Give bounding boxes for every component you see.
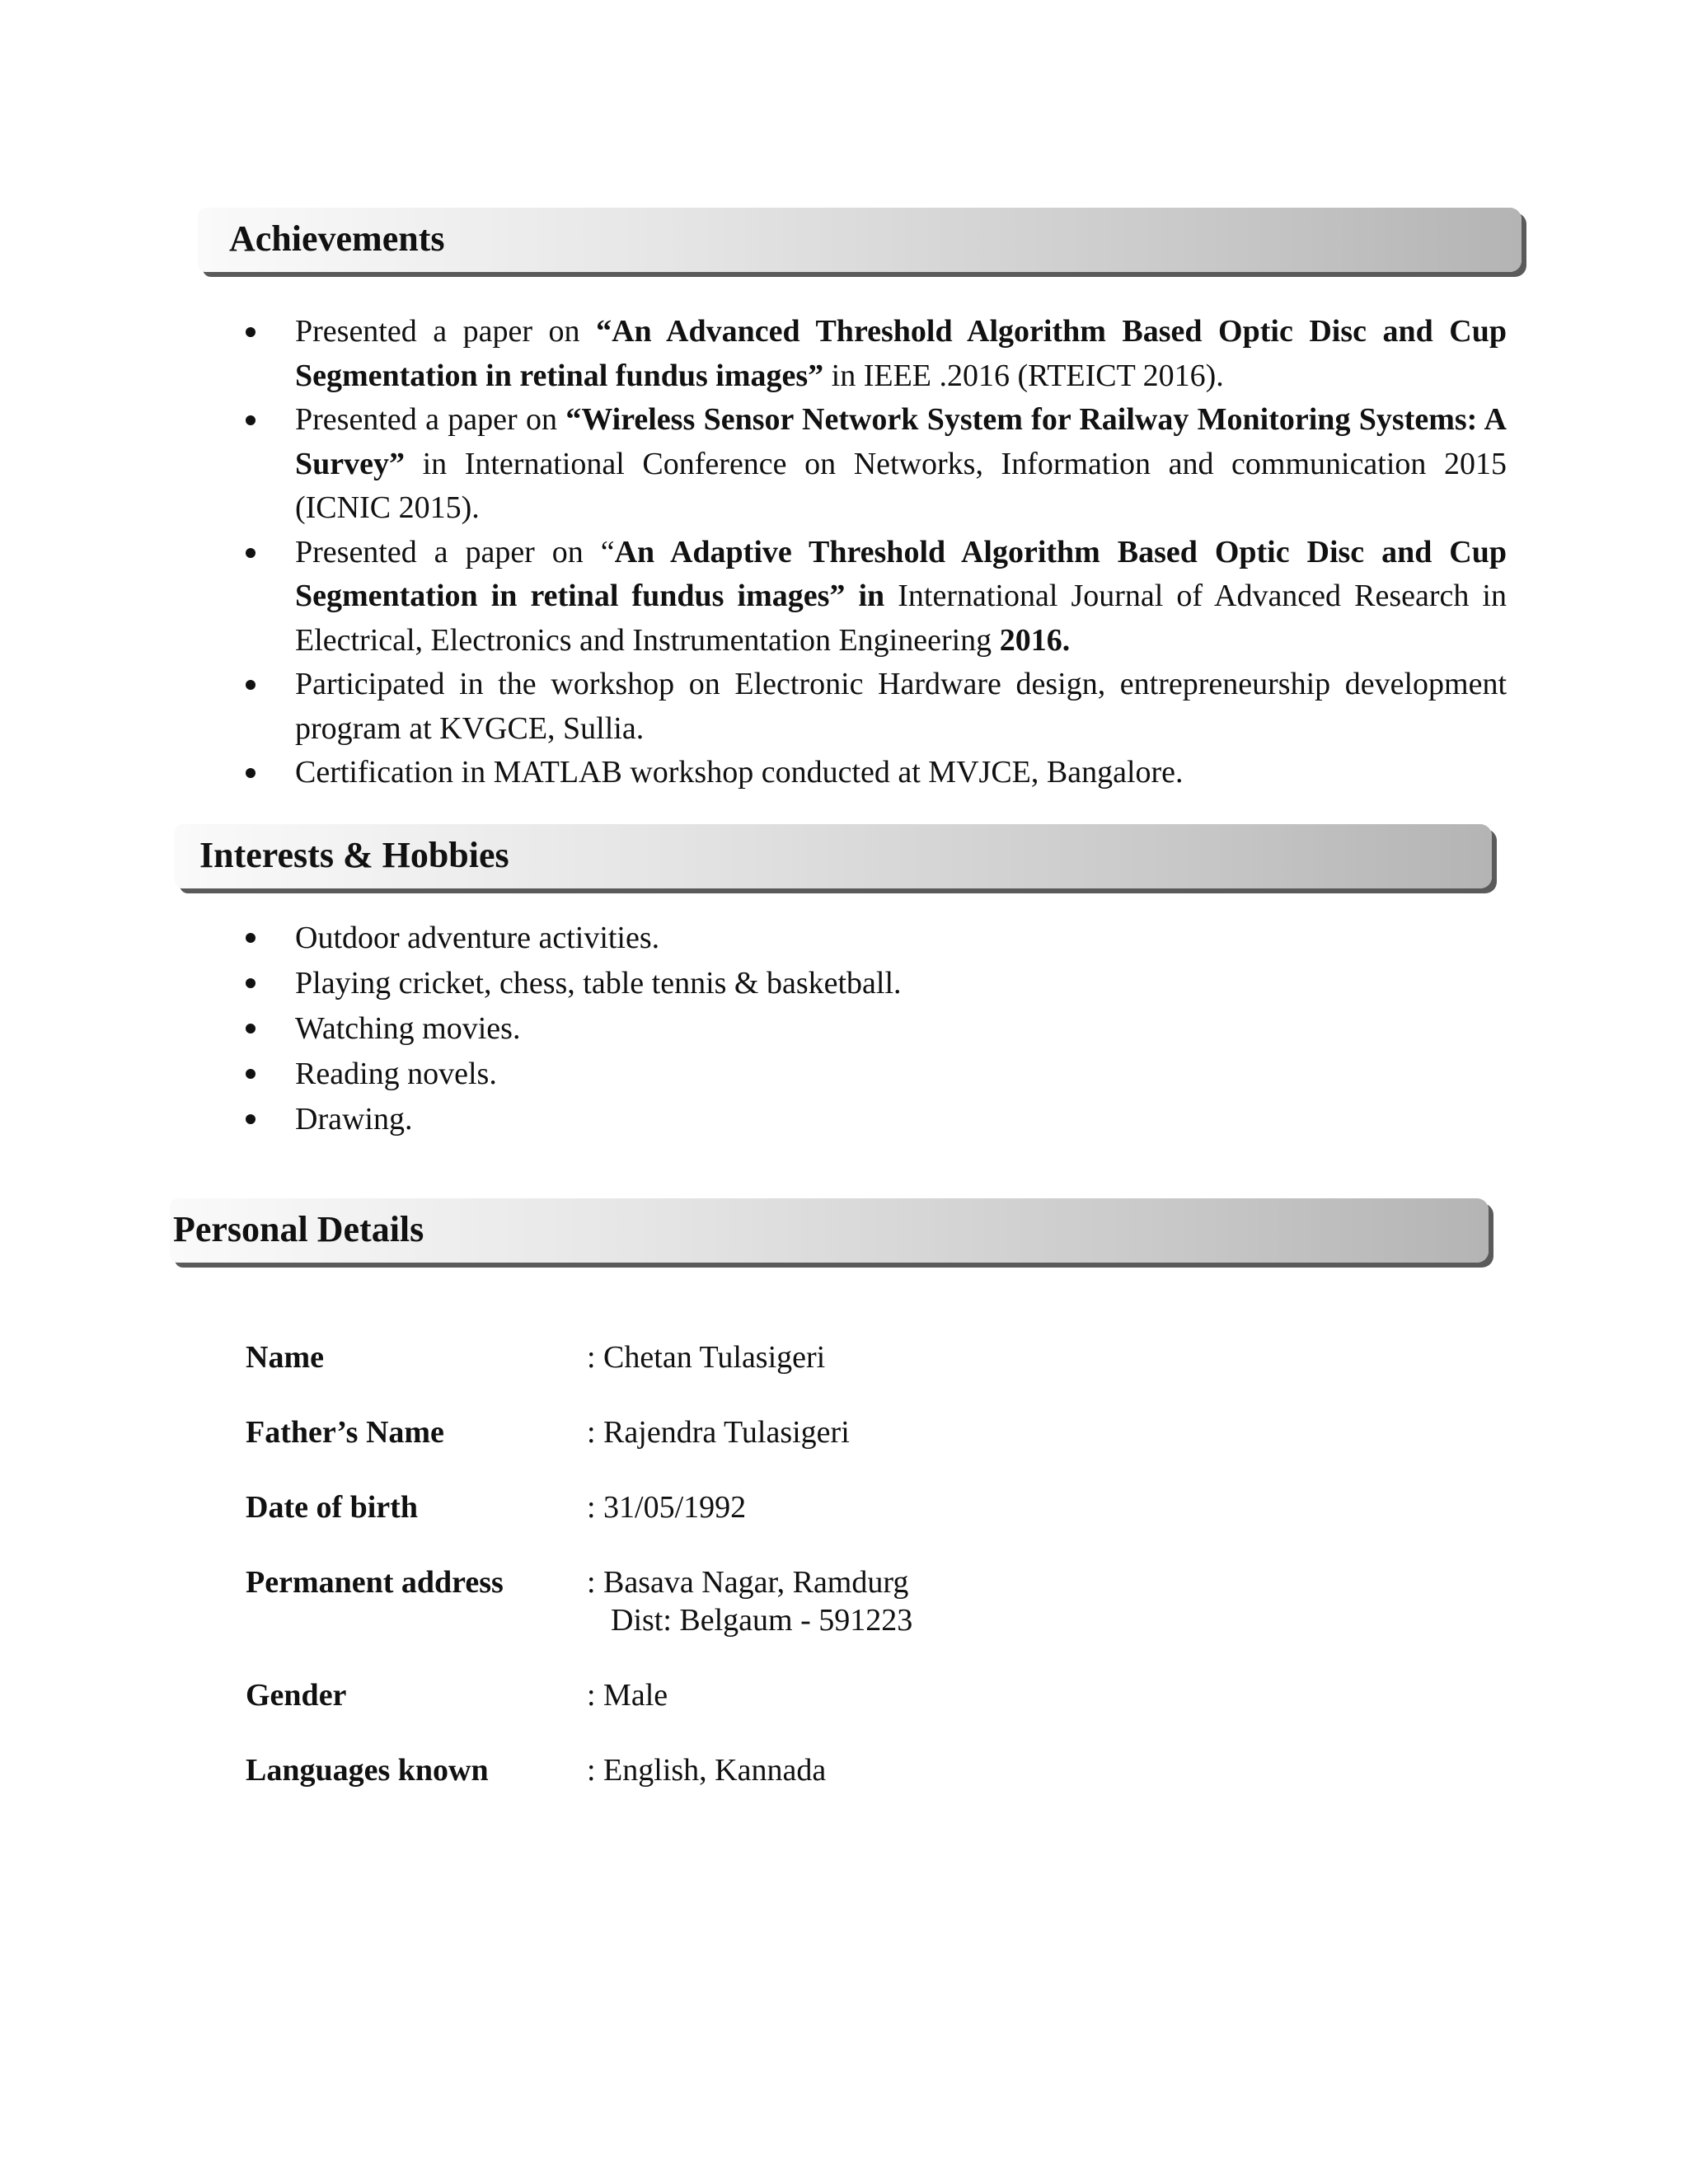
list-item: Outdoor adventure activities.: [246, 916, 1507, 961]
detail-value: : Male: [587, 1678, 668, 1713]
item-text: Presented a paper on “: [295, 534, 615, 569]
item-text: Participated in the workshop on Electronic Hardware design, entrepreneurship development program at KVGCE, Sullia.: [295, 667, 1507, 746]
detail-value: : Chetan Tulasigeri: [587, 1340, 826, 1375]
section-header-achievements: [198, 208, 1522, 272]
section-title-achievements: Achievements: [229, 218, 445, 259]
list-item: [246, 398, 1507, 531]
section-header-personal: [170, 1198, 1489, 1263]
paper-title: “An Advanced Threshold Algorithm Based Optic Disc and Cup Segmentation in retinal fundus images”: [295, 314, 1507, 393]
detail-label: Date of birth: [246, 1490, 418, 1525]
item-text: in IEEE .2016 (RTEICT 2016).: [823, 358, 1224, 393]
address-line-2: Dist: Belgaum - 591223: [611, 1603, 913, 1638]
list-item: Watching movies.: [246, 1006, 1507, 1052]
item-text: Presented a paper on: [295, 314, 597, 349]
detail-label: Name: [246, 1340, 324, 1375]
list-item: Playing cricket, chess, table tennis & basketball.: [246, 961, 1507, 1006]
year-label: 2016.: [999, 622, 1071, 658]
detail-label: Permanent address: [246, 1565, 504, 1600]
item-text: Certification in MATLAB workshop conducted at MVJCE, Bangalore.: [295, 755, 1184, 790]
detail-label: Gender: [246, 1678, 347, 1713]
detail-value: [587, 1563, 912, 1639]
section-title-personal: Personal Details: [173, 1209, 424, 1249]
detail-label: Father’s Name: [246, 1415, 444, 1450]
list-item: [246, 751, 1507, 795]
address-line-1: : Basava Nagar, Ramdurg: [587, 1565, 909, 1600]
detail-label: Languages known: [246, 1753, 489, 1788]
section-title-interests: Interests & Hobbies: [199, 835, 509, 875]
paper-title: An Adaptive Threshold Algorithm Based Optic Disc and Cup Segmentation in retinal fundus images” in: [295, 534, 1507, 613]
list-item: [246, 663, 1507, 751]
paper-title: “Wireless Sensor Network System for Railway Monitoring Systems: A Survey”: [295, 402, 1507, 481]
section-header-interests: [175, 824, 1492, 888]
list-item: [246, 310, 1507, 398]
list-item: Drawing.: [246, 1097, 1507, 1142]
interests-list: [246, 916, 1507, 1142]
list-item: [246, 531, 1507, 663]
detail-value: : English, Kannada: [587, 1753, 827, 1788]
detail-value: : 31/05/1992: [587, 1490, 747, 1525]
item-text: International Journal of Advanced Research in Electrical, Electronics and Instrumentation Engineering: [295, 579, 1507, 658]
item-text: Presented a paper on: [295, 402, 566, 437]
item-text: in International Conference on Networks, Information and communication 2015 (ICNIC 2015).: [295, 446, 1507, 525]
detail-value: : Rajendra Tulasigeri: [587, 1415, 850, 1450]
list-item: Reading novels.: [246, 1052, 1507, 1097]
achievements-list: [246, 310, 1507, 795]
